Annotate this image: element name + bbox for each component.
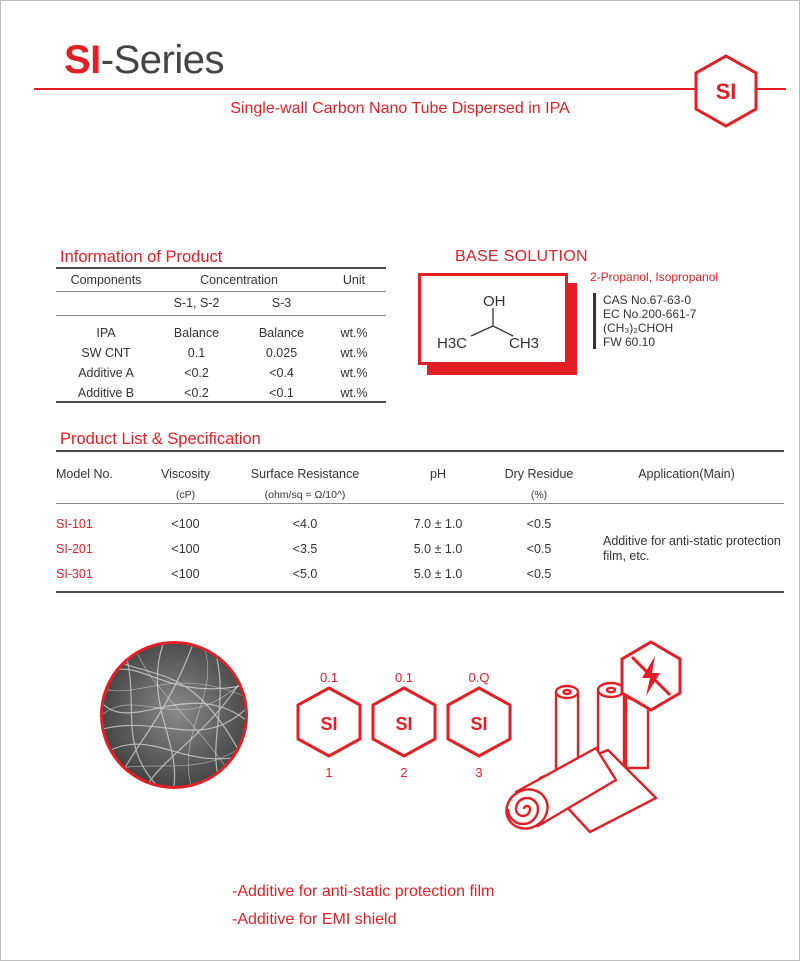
svg-text:0.1: 0.1 bbox=[394, 670, 414, 685]
ph-cell: 5.0 ± 1.0 bbox=[413, 541, 463, 556]
model-cell: SI-201 bbox=[56, 541, 93, 556]
viscosity-cell: <100 bbox=[171, 566, 200, 581]
formula-left: H3C bbox=[437, 335, 468, 352]
concentration-cell: <0.2 bbox=[184, 386, 209, 400]
info-header-components: Components bbox=[70, 272, 142, 287]
concentration-cell: <0.1 bbox=[269, 386, 294, 400]
unit-cell: wt.% bbox=[340, 366, 368, 380]
header-ph: pH bbox=[430, 467, 446, 481]
concentration-cell: Balance bbox=[258, 326, 305, 340]
brand-name: SI bbox=[64, 38, 101, 82]
page-title bbox=[64, 38, 224, 83]
info-section-title: Information of Product bbox=[60, 248, 223, 266]
ec-number: EC No.200-661-7 bbox=[603, 307, 697, 321]
unit-cell: wt.% bbox=[340, 346, 368, 360]
header-divider bbox=[34, 88, 786, 90]
header-model: Model No. bbox=[56, 467, 113, 481]
no-static-sign-icon bbox=[622, 642, 680, 710]
bullet-item: -Additive for EMI shield bbox=[232, 911, 397, 928]
svg-text:0.1: 0.1 bbox=[319, 670, 339, 685]
product-list-title: Product List & Specification bbox=[60, 430, 261, 448]
formula-weight: FW 60.10 bbox=[603, 335, 656, 349]
table-row bbox=[58, 363, 384, 383]
molecule-box bbox=[418, 273, 568, 365]
svg-text:2: 2 bbox=[400, 765, 408, 780]
info-subheader-s3: S-3 bbox=[271, 296, 292, 310]
plist-header-row bbox=[56, 458, 784, 505]
plist-bottom-rule bbox=[56, 591, 784, 593]
header-application: Application(Main) bbox=[638, 467, 735, 481]
info-subheader-row bbox=[58, 291, 384, 315]
hexagon-grade-1 bbox=[298, 670, 360, 780]
ph-cell: 7.0 ± 1.0 bbox=[413, 516, 463, 531]
residue-cell: <0.5 bbox=[526, 516, 552, 531]
page-subtitle: Single-wall Carbon Nano Tube Dispersed in IPA bbox=[230, 100, 570, 117]
svg-text:SI: SI bbox=[470, 714, 488, 734]
concentration-cell: <0.4 bbox=[269, 366, 294, 380]
viscosity-cell: <100 bbox=[171, 516, 200, 531]
info-header-concentration: Concentration bbox=[200, 272, 278, 287]
concentration-cell: Balance bbox=[173, 326, 220, 340]
badge-label: SI bbox=[715, 79, 737, 104]
info-table bbox=[58, 268, 384, 403]
unit-cell: wt.% bbox=[340, 386, 368, 400]
info-header-unit: Unit bbox=[342, 272, 366, 287]
chemical-formula: (CH₃)₂CHOH bbox=[603, 321, 674, 335]
component-cell: Additive A bbox=[78, 366, 134, 380]
table-row bbox=[58, 343, 384, 363]
unit-cell: wt.% bbox=[340, 326, 368, 340]
formula-right: CH3 bbox=[509, 335, 540, 352]
table-row bbox=[58, 323, 384, 343]
series-label: -Series bbox=[100, 38, 224, 82]
application-cell: Additive for anti-static protection film, etc. bbox=[603, 533, 781, 563]
component-cell: SW CNT bbox=[81, 346, 131, 360]
product-list-table bbox=[56, 458, 784, 586]
cnt-microscope-image bbox=[100, 641, 248, 789]
hexagon-grade-2 bbox=[373, 670, 435, 780]
concentration-cell: <0.2 bbox=[184, 366, 209, 380]
model-cell: SI-301 bbox=[56, 566, 93, 581]
model-cell: SI-101 bbox=[56, 516, 93, 531]
formula-oh: OH bbox=[483, 293, 506, 310]
cas-number: CAS No.67-63-0 bbox=[603, 293, 692, 307]
isopropanol-structure-icon bbox=[421, 276, 565, 362]
concentration-cell: 0.025 bbox=[265, 346, 298, 360]
component-cell: IPA bbox=[96, 326, 116, 340]
application-bullets bbox=[232, 878, 494, 934]
film-rolls-illustration bbox=[498, 640, 708, 840]
base-properties bbox=[593, 293, 696, 349]
resistance-cell: <4.0 bbox=[292, 516, 318, 531]
svg-text:1: 1 bbox=[325, 765, 333, 780]
svg-text:0.Q: 0.Q bbox=[468, 670, 490, 685]
table-row bbox=[56, 511, 784, 536]
concentration-cell: 0.1 bbox=[187, 346, 206, 360]
header-viscosity: Viscosity (cP) bbox=[160, 467, 211, 501]
residue-cell: <0.5 bbox=[526, 541, 552, 556]
base-solution-name: 2-Propanol, Isopropanol bbox=[590, 270, 719, 284]
si-grades-hexagons bbox=[288, 668, 528, 784]
info-subheader-s1: S-1, S-2 bbox=[173, 296, 220, 310]
bullet-item: -Additive for anti-static protection film bbox=[232, 883, 495, 900]
residue-cell: <0.5 bbox=[526, 566, 552, 581]
resistance-cell: <5.0 bbox=[292, 566, 318, 581]
plist-top-rule bbox=[56, 450, 784, 452]
header-surface-resistance: Surface Resistance (ohm/sq = Ω/10^) bbox=[250, 467, 360, 501]
svg-text:3: 3 bbox=[475, 765, 483, 780]
nanotube-fibers-icon bbox=[103, 644, 248, 789]
header-dry-residue: Dry Residue (%) bbox=[504, 467, 574, 501]
viscosity-cell: <100 bbox=[171, 541, 200, 556]
table-row bbox=[58, 383, 384, 403]
ph-cell: 5.0 ± 1.0 bbox=[413, 566, 463, 581]
svg-text:SI: SI bbox=[320, 714, 338, 734]
base-solution-title: BASE SOLUTION bbox=[455, 248, 588, 265]
info-header-row bbox=[58, 268, 384, 291]
resistance-cell: <3.5 bbox=[292, 541, 318, 556]
svg-text:SI: SI bbox=[395, 714, 413, 734]
component-cell: Additive B bbox=[77, 386, 135, 400]
